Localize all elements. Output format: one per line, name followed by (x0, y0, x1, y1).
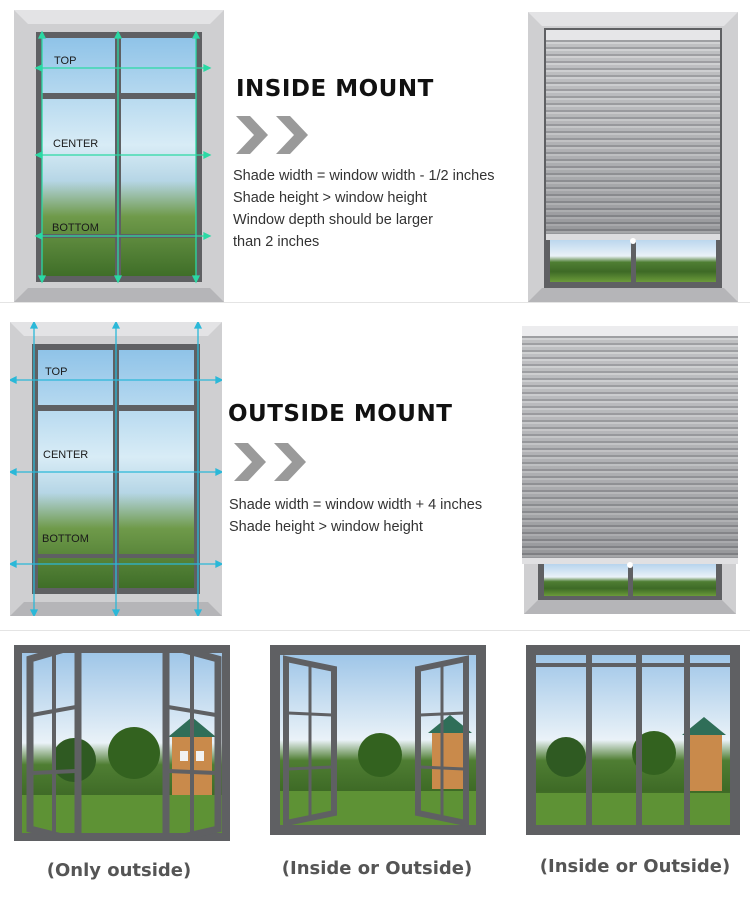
label-center: CENTER (53, 138, 99, 150)
inside-mount-shade-illustration (528, 12, 738, 302)
sash-divider (636, 655, 642, 825)
outside-mount-title: OUTSIDE MOUNT (228, 401, 453, 427)
inside-rule-3: Window depth should be larger (233, 212, 433, 228)
sliding-window-illustration (526, 645, 740, 835)
outside-mount-window-illustration (10, 322, 222, 616)
chevron-right-arrows-icon (234, 443, 316, 481)
label-top: TOP (45, 366, 68, 378)
shade-headrail (546, 30, 720, 40)
inside-mount-window-illustration (14, 10, 224, 302)
casement-window-inward-illustration (270, 645, 486, 835)
caption-casement-inward: (Inside or Outside) (281, 858, 473, 879)
outside-mount-shade-illustration (520, 322, 740, 614)
label-bottom: BOTTOM (52, 222, 99, 234)
label-top: TOP (54, 55, 77, 67)
shade-headrail (522, 326, 738, 336)
label-bottom: BOTTOM (42, 533, 89, 545)
sash-divider (684, 655, 690, 825)
outside-rule-1: Shade width = window width + 4 inches (229, 497, 483, 513)
casement-window-outward-illustration (14, 645, 230, 841)
caption-casement-outward: (Only outside) (46, 860, 192, 881)
chevron-right-arrows-icon (236, 116, 318, 154)
label-center: CENTER (43, 449, 89, 461)
inside-rule-1: Shade width = window width - 1/2 inches (233, 168, 495, 184)
inside-rule-2: Shade height > window height (233, 190, 427, 206)
outside-rule-2: Shade height > window height (229, 519, 423, 535)
caption-sliding: (Inside or Outside) (539, 856, 731, 877)
inside-rule-4: than 2 inches (233, 234, 320, 250)
sash-divider (586, 655, 592, 825)
inside-mount-title: INSIDE MOUNT (236, 76, 434, 102)
